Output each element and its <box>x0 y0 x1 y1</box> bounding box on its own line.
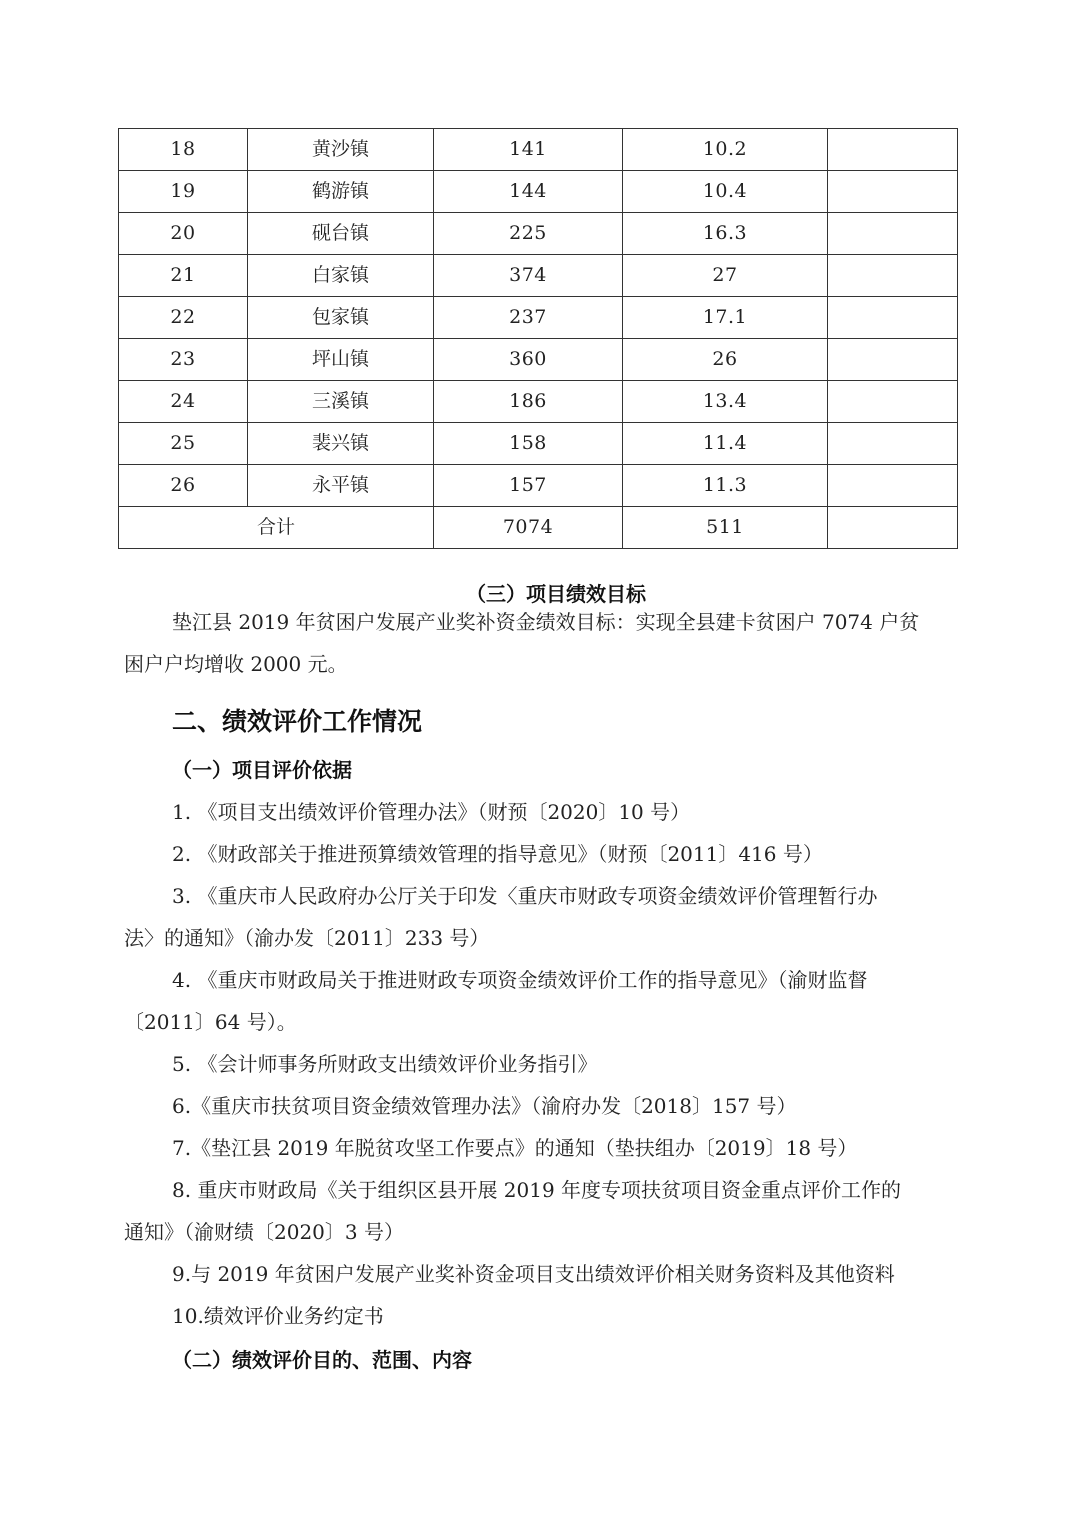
town-name: 鹤游镇 <box>248 171 434 213</box>
paragraph-line: 困户户均增收 2000 元。 <box>124 652 348 676</box>
list-item: 10.绩效评价业务约定书 <box>172 1304 384 1328</box>
row-number: 18 <box>119 129 248 171</box>
subsidy-amount: 27 <box>623 255 828 297</box>
note-cell <box>828 423 958 465</box>
row-number: 25 <box>119 423 248 465</box>
note-cell <box>828 381 958 423</box>
town-name: 裴兴镇 <box>248 423 434 465</box>
table-row <box>119 213 958 255</box>
household-count: 374 <box>434 255 623 297</box>
chapter-heading: 二、绩效评价工作情况 <box>172 707 423 736</box>
household-count: 157 <box>434 465 623 507</box>
row-number: 19 <box>119 171 248 213</box>
note-cell <box>828 171 958 213</box>
household-count: 144 <box>434 171 623 213</box>
table-row <box>119 465 958 507</box>
town-name: 三溪镇 <box>248 381 434 423</box>
subsidy-amount: 13.4 <box>623 381 828 423</box>
row-number: 26 <box>119 465 248 507</box>
list-item: 9.与 2019 年贫困户发展产业奖补资金项目支出绩效评价相关财务资料及其他资料 <box>172 1262 895 1286</box>
list-item: 5. 《会计师事务所财政支出绩效评价业务指引》 <box>172 1052 598 1076</box>
note-cell <box>828 465 958 507</box>
list-item: 7.《垫江县 2019 年脱贫攻坚工作要点》的通知（垫扶组办〔2019〕18 号） <box>172 1136 858 1160</box>
total-note <box>828 507 958 549</box>
list-item: 1. 《项目支出绩效评价管理办法》（财预〔2020〕10 号） <box>172 800 691 824</box>
town-name: 包家镇 <box>248 297 434 339</box>
subsidy-amount: 10.2 <box>623 129 828 171</box>
town-name: 坪山镇 <box>248 339 434 381</box>
town-subsidy-table <box>118 128 958 549</box>
household-count: 141 <box>434 129 623 171</box>
subsection-heading-basis: （一）项目评价依据 <box>172 758 352 782</box>
row-number: 24 <box>119 381 248 423</box>
household-count: 186 <box>434 381 623 423</box>
subsidy-amount: 11.4 <box>623 423 828 465</box>
note-cell <box>828 129 958 171</box>
town-name: 永平镇 <box>248 465 434 507</box>
note-cell <box>828 255 958 297</box>
subsidy-amount: 16.3 <box>623 213 828 255</box>
town-name: 白家镇 <box>248 255 434 297</box>
total-amount: 511 <box>623 507 828 549</box>
total-households: 7074 <box>434 507 623 549</box>
row-number: 22 <box>119 297 248 339</box>
household-count: 225 <box>434 213 623 255</box>
note-cell <box>828 297 958 339</box>
table-total-row <box>119 507 958 549</box>
list-item-continuation: 〔2011〕64 号）。 <box>124 1010 297 1034</box>
subsidy-amount: 17.1 <box>623 297 828 339</box>
list-item: 2. 《财政部关于推进预算绩效管理的指导意见》（财预〔2011〕416 号） <box>172 842 823 866</box>
note-cell <box>828 339 958 381</box>
list-item: 3. 《重庆市人民政府办公厅关于印发〈重庆市财政专项资金绩效评价管理暂行办 <box>172 884 878 908</box>
list-item-continuation: 法〉的通知》（渝办发〔2011〕233 号） <box>124 926 490 950</box>
household-count: 237 <box>434 297 623 339</box>
subsidy-amount: 11.3 <box>623 465 828 507</box>
section-heading-performance-goal: （三）项目绩效目标 <box>466 582 646 606</box>
table-row <box>119 339 958 381</box>
row-number: 20 <box>119 213 248 255</box>
subsidy-amount: 26 <box>623 339 828 381</box>
paragraph-line: 垫江县 2019 年贫困户发展产业奖补资金绩效目标：实现全县建卡贫困户 7074 户贫 <box>172 610 920 634</box>
table-row <box>119 423 958 465</box>
total-label: 合计 <box>119 507 434 549</box>
table-row <box>119 171 958 213</box>
list-item-continuation: 通知》（渝财绩〔2020〕3 号） <box>124 1220 404 1244</box>
row-number: 23 <box>119 339 248 381</box>
table-row <box>119 297 958 339</box>
note-cell <box>828 213 958 255</box>
list-item: 6.《重庆市扶贫项目资金绩效管理办法》（渝府办发〔2018〕157 号） <box>172 1094 797 1118</box>
subsidy-amount: 10.4 <box>623 171 828 213</box>
town-name: 黄沙镇 <box>248 129 434 171</box>
list-item: 8. 重庆市财政局《关于组织区县开展 2019 年度专项扶贫项目资金重点评价工作的 <box>172 1178 902 1202</box>
household-count: 158 <box>434 423 623 465</box>
table-row <box>119 129 958 171</box>
table-row <box>119 381 958 423</box>
table-row <box>119 255 958 297</box>
subsection-heading-purpose-scope: （二）绩效评价目的、范围、内容 <box>172 1348 472 1372</box>
household-count: 360 <box>434 339 623 381</box>
list-item: 4. 《重庆市财政局关于推进财政专项资金绩效评价工作的指导意见》（渝财监督 <box>172 968 868 992</box>
row-number: 21 <box>119 255 248 297</box>
town-name: 砚台镇 <box>248 213 434 255</box>
